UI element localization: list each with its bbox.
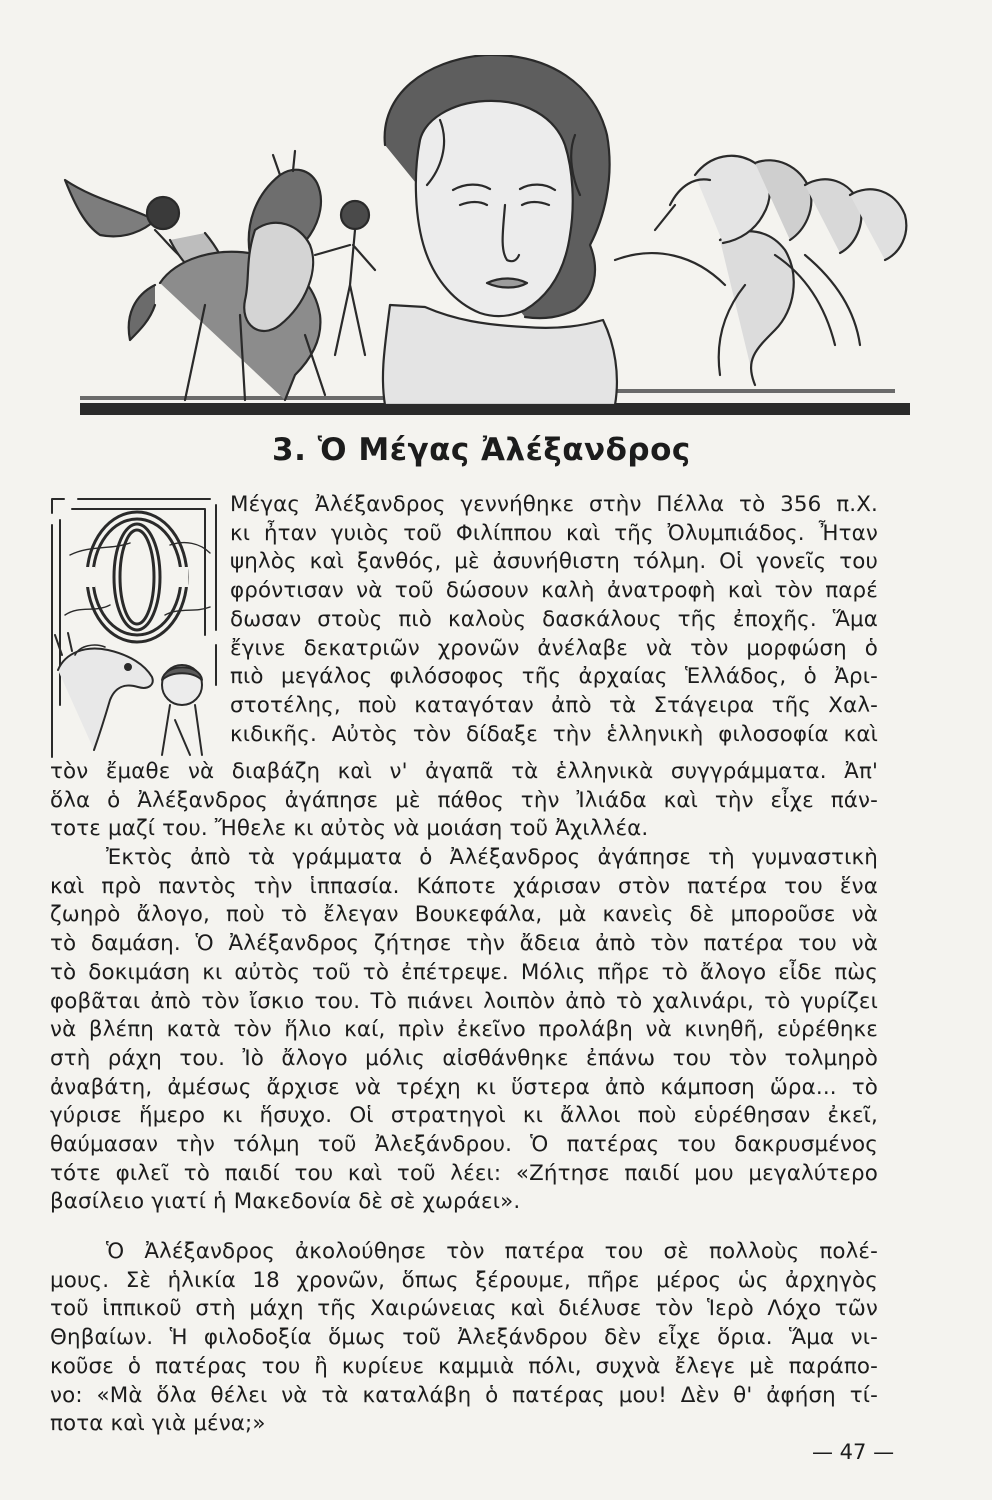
text-line: τὸ δοκιμάση κι αὐτὸς τοῦ τὸ ἐπέτρεψε. Μόλις πῆρε τὸ ἄλογο εἶδε πὼς — [50, 959, 878, 985]
text-line: δωσαν στοὺς πιὸ καλοὺς δασκάλους τῆς ἐποχῆς. Ἅμα — [230, 606, 878, 632]
dropcap-frame — [52, 499, 216, 757]
text-line: βασίλειο γιατί ἡ Μακεδονία δὲ σὲ χωράει». — [50, 1189, 521, 1215]
text-line: νο: «Μὰ ὅλα θέλει νὰ τὰ καταλάβη ὁ πατέρας μου! Δὲν θ' ἀφήση τί- — [50, 1382, 878, 1408]
text-line: Μέγας Ἀλέξανδρος γεννήθηκε στὴν Πέλλα τὸ 356 π.Χ. — [230, 492, 878, 517]
text-line: στὴ ράχη του. Ἰὸ ἄλογο μόλις αἰσθάνθηκε ἐπάνω του τὸν τολμηρὸ — [50, 1045, 878, 1071]
text-line: Ἐκτὸς ἀπὸ τὰ γράμματα ὁ Ἀλέξανδρος ἀγάπησε τὴ γυμναστικὴ — [106, 845, 878, 870]
text-line: ψηλὸς καὶ ξανθός, μὲ ἀσυνήθιστη τόλμη. Οἱ γονεῖς του — [230, 549, 878, 575]
text-line: πιὸ μεγάλος φιλόσοφος τῆς ἀρχαίας Ἑλλάδος, ὁ Ἀρι- — [230, 664, 878, 690]
text-line: τοτε μαζί του. Ἤθελε κι αὐτὸς νὰ μοιάση τοῦ Ἀχιλλέα. — [50, 816, 649, 842]
text-line: στοτέλης, ποὺ καταγόταν ἀπὸ τὰ Στάγειρα τῆς Χαλ- — [230, 692, 878, 718]
text-line: νὰ βλέπη κατὰ τὸν ἥλιο καί, πρὶν ἐκεῖνο προλάβη νὰ κινηθῆ, εὑρέθηκε — [50, 1017, 878, 1043]
paragraph-2 — [50, 844, 878, 1217]
dropcap-boy-head — [162, 665, 202, 755]
paragraph-3 — [50, 1238, 878, 1439]
text-line: τοῦ ἱππικοῦ στὴ μάχη τῆς Χαιρώνειας καὶ διέλυσε τὸν Ἱερὸ Λόχο τῶν — [50, 1296, 878, 1322]
text-line: Θηβαίων. Ἡ φιλοδοξία ὅμως τοῦ Ἀλεξάνδρου δὲν εἶχε ὅρια. Ἅμα νι- — [50, 1325, 878, 1351]
dropcap-horse-head — [55, 633, 153, 750]
text-line: φοβᾶται ἀπὸ τὸν ἴσκιο του. Τὸ πιάνει λοιπὸν ἀπὸ τὸ χαλινάρι, τὸ γυρίζει — [50, 988, 878, 1014]
chapter-title: 3. Ὁ Μέγας Ἀλέξανδρος — [272, 432, 691, 468]
text-line: φρόντισαν νὰ τοῦ δώσουν καλὴ ἀνατροφὴ καὶ τὸν παρέ — [230, 578, 878, 604]
text-line: ἔγινε δεκατριῶν χρονῶν ἀνέλαβε νὰ τὸν μορφώση ὁ — [230, 635, 878, 661]
chariot-horses — [615, 156, 906, 385]
dropcap-letter — [85, 512, 188, 642]
text-line: τὸν ἔμαθε νὰ διαβάζη καὶ ν' ἀγαπᾶ τὰ ἑλληνικὰ συγγράμματα. Ἀπ' — [50, 759, 878, 784]
alexander-portrait — [383, 55, 617, 405]
page-number: — 47 — — [812, 1440, 895, 1464]
text-line: καὶ πρὸ παντὸς τὴν ἱππασία. Κάποτε χάρισαν στὸν πατέρα του ἕνα — [50, 873, 878, 899]
text-line: θαύμασαν τὴν τόλμη τοῦ Ἀλεξάνδρου. Ὁ πατέρας του δακρυσμένος — [50, 1132, 878, 1158]
paragraph-1-wide — [50, 758, 878, 844]
alexander-illustration — [55, 55, 935, 440]
decorated-dropcap — [50, 495, 220, 765]
text-line: ὅλα ὁ Ἀλέξανδρος ἀγάπησε μὲ πάθος τὴν Ἰλιάδα καὶ τὴν εἶχε πάν- — [50, 787, 878, 813]
horse-taming-group — [65, 151, 375, 400]
text-line: ζωηρὸ ἄλογο, ποὺ τὸ ἔλεγαν Βουκεφάλα, μὰ κανεὶς δὲ μποροῦσε νὰ — [50, 902, 878, 928]
text-line: κι ἦταν γυιὸς τοῦ Φιλίππου καὶ τῆς Ὀλυμπιάδος. Ἦταν — [230, 520, 878, 546]
text-line: τὸ δαμάση. Ὁ Ἀλέξανδρος ζήτησε τὴν ἄδεια ἀπὸ τὸν πατέρα του νὰ — [50, 931, 878, 957]
text-line: Ὁ Ἀλέξανδρος ἀκολούθησε τὸν πατέρα του σὲ πολλοὺς πολέ- — [106, 1239, 878, 1264]
text-line: γύρισε ἥμερο κι ἥσυχο. Οἱ στρατηγοὶ κι ἄλλοι ποὺ εὑρέθησαν ἐκεῖ, — [50, 1103, 878, 1129]
text-line: ἀναβάτη, ἀμέσως ἄρχισε νὰ τρέχη κι ὕστερα ἀπὸ κάμποση ὥρα... τὸ — [50, 1074, 878, 1100]
text-line: κιδικῆς. Αὐτὸς τὸν δίδαξε τὴν ἑλληνικὴ φιλοσοφία καὶ — [230, 721, 878, 747]
text-line: τότε φιλεῖ τὸ παιδί του καὶ τοῦ λέει: «Ζήτησε παιδί μου μεγαλύτερο — [50, 1160, 878, 1186]
text-line: κοῦσε ὁ πατέρας του ἢ κυρίευε καμμιὰ πόλι, συχνὰ ἔλεγε μὲ παράπο- — [50, 1353, 878, 1379]
text-line: ποτα καὶ γιὰ μένα;» — [50, 1411, 266, 1437]
paragraph-1-narrow — [230, 491, 878, 749]
text-line: μους. Σὲ ἡλικία 18 χρονῶν, ὅπως ξέρουμε, πῆρε μέρος ὡς ἀρχηγὸς — [50, 1267, 878, 1293]
